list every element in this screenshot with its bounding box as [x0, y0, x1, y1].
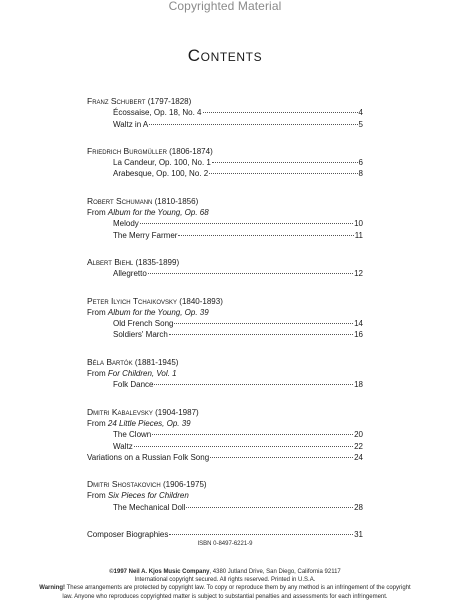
toc-entry	[87, 218, 363, 229]
composer-name: Albert Biehl	[87, 256, 134, 267]
page-number: 12	[354, 269, 363, 279]
toc-section	[87, 479, 363, 513]
rights-line: International copyright secured. All rights reserved. Printed in U.S.A.	[134, 577, 316, 584]
piece-title: The Clown	[113, 430, 152, 440]
page-number: 5	[358, 119, 363, 129]
toc-entry	[87, 329, 363, 340]
toc-section	[87, 96, 363, 130]
piece-title: Old French Song	[113, 319, 174, 329]
dot-leader	[152, 434, 353, 435]
toc-entry	[87, 379, 363, 390]
publisher-address: , 4380 Jutland Drive, San Diego, California 92117	[209, 569, 341, 575]
page-number: 24	[354, 452, 363, 462]
composer-dates: (1835-1899)	[135, 257, 180, 267]
composer-dates: (1810-1856)	[154, 196, 199, 206]
piece-title: The Mechanical Doll	[113, 502, 186, 512]
warning-line	[0, 584, 450, 592]
source-collection	[87, 418, 363, 429]
collection-title: For Children, Vol. 1	[107, 369, 177, 379]
composer-name: Robert Schumann	[87, 195, 153, 206]
composer-name: Friedrich Burgmüller	[87, 145, 167, 156]
collection-title: 24 Little Pieces, Op. 39	[107, 418, 191, 428]
dot-leader	[210, 457, 353, 458]
composer-heading	[87, 357, 363, 368]
page-number: 31	[354, 530, 363, 540]
toc-section	[87, 407, 363, 463]
toc-section	[87, 257, 363, 280]
composer-dates: (1797-1828)	[147, 97, 192, 106]
source-collection	[87, 490, 363, 501]
composer-heading	[87, 96, 363, 107]
composer-dates: (1881-1945)	[134, 357, 179, 367]
page-number: 22	[354, 441, 363, 451]
piece-title: Arabesque, Op. 100, No. 2	[113, 169, 209, 179]
source-collection	[87, 368, 363, 379]
collection-title: Album for the Young, Op. 68	[107, 208, 209, 218]
toc-entry	[87, 441, 363, 452]
composer-heading	[87, 407, 363, 418]
piece-title: Composer Biographies	[87, 530, 169, 540]
toc-entry	[87, 157, 363, 168]
table-of-contents	[87, 96, 363, 556]
piece-title: Allegretto	[113, 269, 147, 279]
collection-title: Album for the Young, Op. 39	[107, 307, 209, 317]
watermark: Copyrighted Material	[168, 0, 282, 13]
dot-leader	[212, 162, 358, 163]
dot-leader	[169, 334, 353, 335]
toc-entry	[87, 318, 363, 329]
from-prefix: From	[87, 491, 108, 501]
composer-dates: (1840-1893)	[179, 296, 223, 306]
piece-title: Variations on a Russian Folk Song	[87, 452, 210, 462]
dot-leader	[174, 323, 353, 324]
copyright-footer	[0, 541, 450, 601]
dot-leader	[209, 173, 357, 174]
toc-section	[87, 357, 363, 391]
dot-leader	[134, 446, 353, 447]
page-number: 10	[354, 219, 363, 229]
page-number: 14	[354, 319, 363, 329]
warning-label: Warning!	[39, 585, 66, 592]
toc-entry	[87, 230, 363, 241]
toc-entry	[87, 168, 363, 179]
toc-entry	[87, 502, 363, 513]
composer-name: Béla Bartók	[87, 356, 133, 367]
toc-entry	[87, 107, 363, 118]
piece-title: Melody	[113, 219, 139, 229]
copyright-holder: ©1997 Neil A. Kjos Music Company	[109, 569, 210, 575]
page-number: 20	[354, 430, 363, 440]
composer-heading	[87, 146, 363, 157]
piece-title: Folk Dance	[113, 380, 154, 390]
composer-name: Peter Ilyich Tchaikovsky	[87, 295, 178, 306]
composer-dates: (1806-1874)	[169, 146, 213, 156]
composer-heading	[87, 257, 363, 268]
page-number: 16	[354, 330, 363, 340]
composer-heading	[87, 479, 363, 490]
composer-dates: (1906-1975)	[162, 480, 207, 490]
from-prefix: From	[87, 307, 108, 317]
collection-title: Six Pieces for Children	[107, 491, 189, 501]
toc-entry	[87, 268, 363, 279]
composer-name: Franz Schubert	[87, 96, 146, 106]
dot-leader	[186, 507, 353, 508]
from-prefix: From	[87, 418, 108, 428]
page-title: Contents	[187, 46, 263, 65]
page-number: 4	[358, 108, 363, 118]
source-collection	[87, 207, 363, 218]
composer-dates: (1904-1987)	[155, 407, 199, 417]
composer-heading	[87, 196, 363, 207]
toc-section	[87, 196, 363, 241]
page-number: 8	[358, 169, 363, 179]
toc-section	[87, 529, 363, 540]
page-number: 28	[354, 502, 363, 512]
piece-title: Waltz	[113, 441, 133, 451]
toc-section	[87, 146, 363, 180]
piece-title: Waltz in A	[113, 119, 149, 129]
piece-title: Écossaise, Op. 18, No. 4	[113, 108, 202, 118]
dot-leader	[149, 124, 357, 125]
toc-entry	[87, 452, 363, 463]
piece-title: La Candeur, Op. 100, No. 1	[113, 158, 211, 168]
page-number: 6	[358, 158, 363, 168]
page-number: 11	[354, 230, 363, 240]
warning-line-2: law. Anyone who reproduces copyrighted matter is subject to substantial penalties and assessments for each infringement.	[62, 593, 388, 600]
piece-title: The Merry Farmer	[113, 230, 178, 240]
piece-title: Soldiers' March	[113, 330, 168, 340]
from-prefix: From	[87, 369, 108, 379]
toc-entry	[87, 429, 363, 440]
toc-section	[87, 296, 363, 341]
dot-leader	[154, 384, 353, 385]
dot-leader	[203, 112, 358, 113]
isbn: ISBN 0-8497-6221-9	[197, 541, 253, 547]
dot-leader	[178, 235, 353, 236]
dot-leader	[140, 223, 353, 224]
warning-text: These arrangements are protected by copyright law. To copy or reproduce them by any method is an infringement of the copyright	[65, 585, 411, 592]
from-prefix: From	[87, 208, 108, 218]
composer-name: Dmitri Kabalevsky	[87, 406, 153, 417]
copyright-line	[0, 568, 450, 576]
composer-heading	[87, 296, 363, 307]
toc-entry	[87, 529, 363, 540]
source-collection	[87, 307, 363, 318]
page-number: 18	[354, 380, 363, 390]
toc-entry	[87, 119, 363, 130]
dot-leader	[169, 534, 353, 535]
dot-leader	[148, 273, 353, 274]
composer-name: Dmitri Shostakovich	[87, 479, 161, 490]
